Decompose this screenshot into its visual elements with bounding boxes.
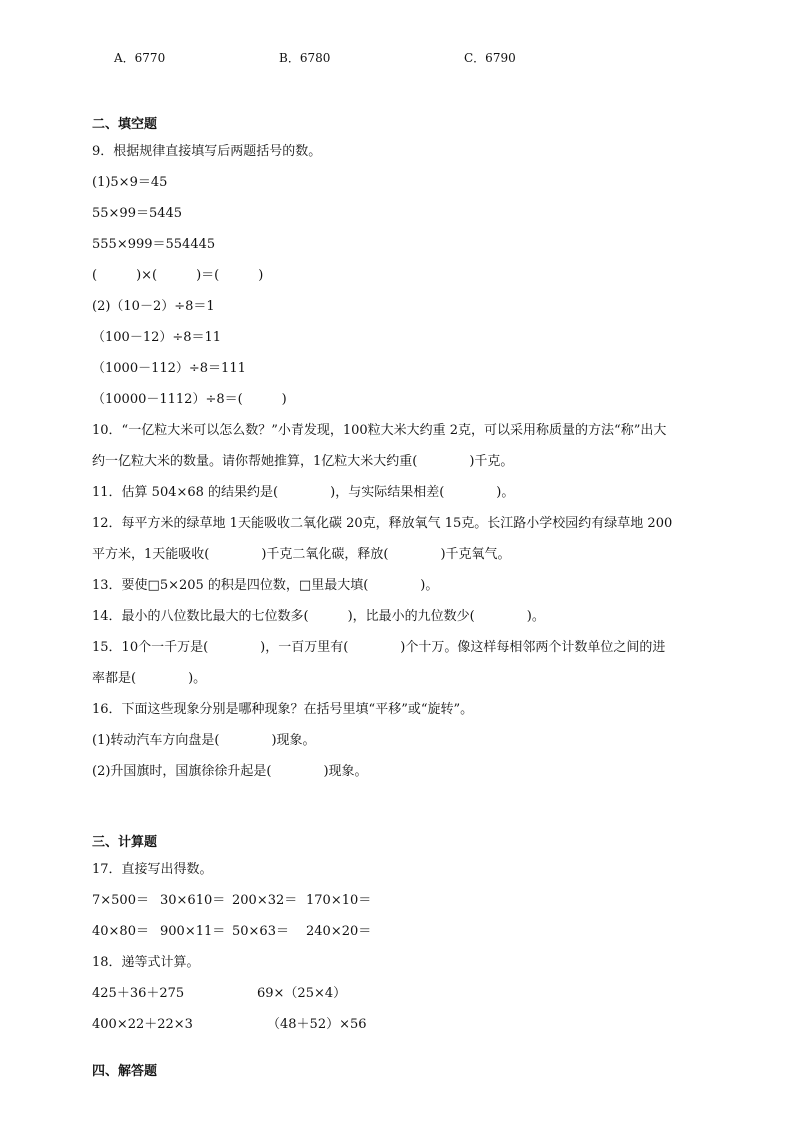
expression: 50×63＝ bbox=[232, 924, 289, 939]
expression: 40×80＝ bbox=[92, 924, 149, 939]
expression: 400×22＋22×3 bbox=[92, 1017, 193, 1032]
option-b: B．6780 bbox=[279, 51, 331, 65]
q9-blank-line: ( )×( )＝( ) bbox=[92, 268, 264, 283]
q17-row-2 bbox=[92, 923, 371, 941]
expression: 200×32＝ bbox=[232, 893, 298, 908]
q18-row-2 bbox=[92, 1016, 367, 1034]
question-12-cont: 平方米，1天能吸收( )千克二氧化碳，释放( )千克氧气。 bbox=[92, 547, 511, 562]
question-15-cont: 率都是( )。 bbox=[92, 671, 207, 686]
section-heading-solve: 四、解答题 bbox=[92, 1064, 158, 1079]
q9-line: （1000－112）÷8＝111 bbox=[92, 361, 246, 376]
question-11: 11．估算 504×68 的结果约是( )，与实际结果相差( )。 bbox=[92, 485, 515, 500]
section-heading-fill: 二、填空题 bbox=[92, 117, 158, 132]
q17-row-1 bbox=[92, 892, 371, 910]
expression: 170×10＝ bbox=[306, 893, 372, 908]
question-10-cont: 约一亿粒大米的数量。请你帮她推算，1亿粒大米大约重( )千克。 bbox=[92, 454, 514, 469]
q18-row-1 bbox=[92, 985, 346, 1003]
question-12: 12．每平方米的绿草地 1天能吸收二氧化碳 20克，释放氧气 15克。长江路小学校园约有绿草地 200 bbox=[92, 516, 673, 531]
question-15: 15．10个一千万是( )，一百万里有( )个十万。像这样每相邻两个计数单位之间的进 bbox=[92, 640, 666, 655]
question-16-1: (1)转动汽车方向盘是( )现象。 bbox=[92, 733, 316, 748]
expression: 69×（25×4） bbox=[257, 986, 347, 1001]
question-18: 18．递等式计算。 bbox=[92, 955, 200, 970]
q9-line: 555×999＝554445 bbox=[92, 237, 216, 252]
section-heading-calc: 三、计算题 bbox=[92, 835, 158, 850]
question-13: 13．要使□5×205 的积是四位数，□里最大填( )。 bbox=[92, 578, 439, 593]
expression: 240×20＝ bbox=[306, 924, 372, 939]
option-c: C．6790 bbox=[464, 51, 516, 65]
question-10: 10．“一亿粒大米可以怎么数？”小青发现，100粒大米大约重 2克，可以采用称质量的方法“称”出大 bbox=[92, 423, 667, 438]
q9-blank-line: （10000－1112）÷8＝( ) bbox=[92, 392, 287, 407]
question-17: 17．直接写出得数。 bbox=[92, 862, 213, 877]
expression: 425＋36＋275 bbox=[92, 986, 185, 1001]
question-14: 14．最小的八位数比最大的七位数多( )，比最小的九位数少( )。 bbox=[92, 609, 545, 624]
expression: 7×500＝ bbox=[92, 893, 149, 908]
q9-line: (1)5×9＝45 bbox=[92, 175, 168, 190]
q9-line: (2)（10－2）÷8＝1 bbox=[92, 299, 215, 314]
question-16: 16．下面这些现象分别是哪种现象？在括号里填“平移”或“旋转”。 bbox=[92, 702, 474, 717]
question-16-2: (2)升国旗时，国旗徐徐升起是( )现象。 bbox=[92, 764, 368, 779]
q9-line: （100－12）÷8＝11 bbox=[92, 330, 222, 345]
q9-line: 55×99＝5445 bbox=[92, 206, 183, 221]
expression: （48＋52）×56 bbox=[267, 1017, 367, 1032]
expression: 30×610＝ bbox=[160, 893, 226, 908]
option-a: A．6770 bbox=[114, 51, 166, 65]
question-9: 9．根据规律直接填写后两题括号的数。 bbox=[92, 144, 322, 159]
expression: 900×11＝ bbox=[160, 924, 226, 939]
